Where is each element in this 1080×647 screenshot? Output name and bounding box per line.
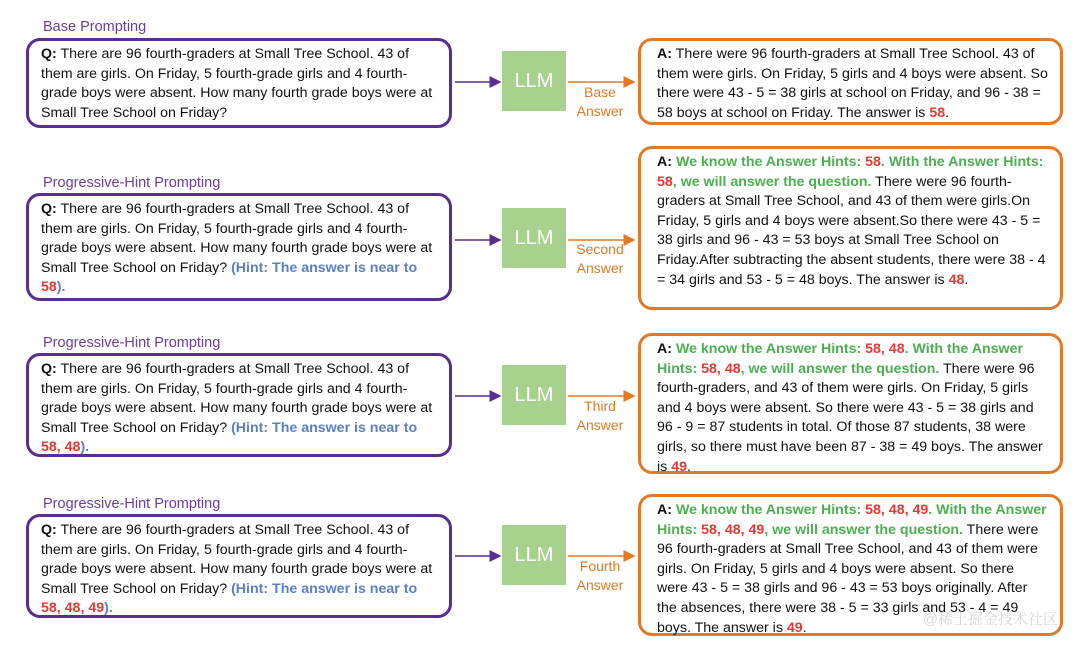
final-answer: 49 [671,458,687,475]
row-title-php-4: Progressive-Hint Prompting [43,496,221,512]
answer-box-3: A: We know the Answer Hints: 58, 48. With the Answer Hints: 58, 48, we will answer the question. There were 96 fourth-graders, and 43 of them were girls. On Friday, 5 girls and 4 boys were absent. So there were 43 - 5 = 38 girls and 96 - 9 = 87 students in total. Of those 87 students, 38 were girls, so there must have been 87 - 38 = 49 boys. The answer is 49. [638,333,1063,474]
a-prefix: A: [657,46,672,62]
question-box-1 [26,38,452,128]
arrow-label-3: Third Answer [576,398,624,433]
arrow-label-2: Second Answer [576,241,624,276]
question-box-3: Q: There are 96 fourth-graders at Small Tree School. 43 of them are girls. On Friday, 5 fourth-grade girls and 4 fourth-grade boys were absent. How many fourth grade boys were at Small Tree School on Friday? (Hint: The answer is near to 58, 48). [26,353,452,457]
llm-block-1: LLM [502,51,566,111]
final-answer: 58 [929,104,946,121]
row-title-base: Base Prompting [43,19,147,35]
row-title-php-2: Progressive-Hint Prompting [43,175,221,191]
answer-box-4: A: We know the Answer Hints: 58, 48, 49. With the Answer Hints: 58, 48, 49, we will answer the question. There were 96 fourth-graders at Small Tree School, and 43 of them were girls. On Friday, 5 girls and 4 boys were absent. So there were 43 - 5 = 38 girls and 96 - 43 = 53 boys originally. After the absences, there were 38 - 5 = 33 girls and 53 - 4 = 49 boys. The answer is 49. [638,494,1063,636]
llm-block-4: LLM [502,525,566,585]
answer-box-2: A: We know the Answer Hints: 58. With the Answer Hints: 58, we will answer the question. There were 96 fourth-graders at Small Tree School, and 43 of them were girls.On Friday, 5 girls and 4 boys were absent.So there were 43 - 5 = 38 girls and 96 - 43 = 53 boys at Small Tree School on Friday.After subtracting the absent students, there were 38 - 4 = 34 girls and 53 - 5 = 48 boys. The answer is 48. [638,146,1063,310]
hint-values: 58 [41,279,57,296]
watermark: @稀土掘金技术社区 [922,611,1058,628]
llm-block-3: LLM [502,365,566,425]
question-box-4: Q: There are 96 fourth-graders at Small Tree School. 43 of them are girls. On Friday, 5 fourth-grade girls and 4 fourth-grade boys were absent. How many fourth grade boys were at Small Tree School on Friday? (Hint: The answer is near to 58, 48, 49). [26,514,452,618]
answer-text: There were 96 fourth-graders at Small Tree School. 43 of them were girls. On Friday, 5 girls and 4 boys were absent. So there were 43 - 5 = 38 girls at school on Friday, and 96 - 38 = 58 boys at school on Friday. [657,46,1048,121]
arrow-label-4: Fourth Answer [576,558,624,593]
final-answer: 48 [948,271,965,288]
answer-is: The answer is [837,104,926,121]
hint-text: (Hint: The answer is near to [231,259,418,276]
llm-block-2: LLM [502,208,566,268]
row-title-php-3: Progressive-Hint Prompting [43,335,221,351]
answer-box-1: A: There were 96 fourth-graders at Small Tree School. 43 of them were girls. On Friday, 5 girls and 4 boys were absent. So there were 43 - 5 = 38 girls at school on Friday, and 96 - 38 = 58 boys at school on Friday. The answer is 58. [638,38,1063,125]
q-prefix: Q: [41,46,57,62]
arrow-label-1: Base Answer [576,84,624,119]
question-text: There are 96 fourth-graders at Small Tree School. 43 of them are girls. On Friday, 5 fourth-grade girls and 4 fourth-grade boys were absent. How many fourth grade boys were at Small Tree School on Friday? [41,46,433,121]
question-box-2: Q: There are 96 fourth-graders at Small Tree School. 43 of them are girls. On Friday, 5 fourth-grade girls and 4 fourth-grade boys were absent. How many fourth grade boys were at Small Tree School on Friday? (Hint: The answer is near to 58). [26,193,452,301]
final-answer: 49 [786,619,803,636]
